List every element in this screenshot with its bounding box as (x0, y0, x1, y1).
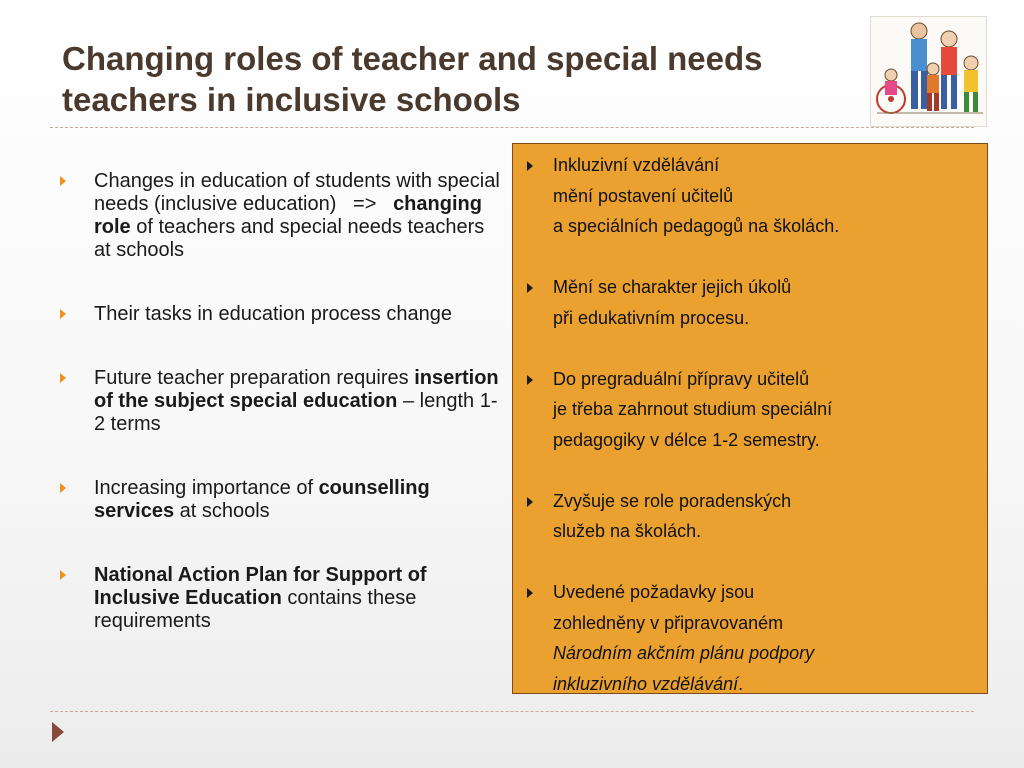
bullet-text: contains these requirements (94, 587, 422, 632)
box-bullet-item (523, 486, 977, 547)
box-bullet-item (523, 272, 977, 333)
box-line (553, 669, 977, 700)
box-line (553, 364, 977, 395)
triangle-bullet-icon (527, 497, 533, 507)
bullet-item (60, 477, 500, 523)
box-line-text: mění postavení učitelů (553, 185, 734, 206)
triangle-bullet-icon (527, 375, 533, 385)
box-line-text: při edukativním procesu. (553, 307, 750, 328)
triangle-bullet-icon (60, 176, 66, 186)
triangle-bullet-icon (60, 483, 66, 493)
next-slide-arrow-icon[interactable] (52, 722, 64, 742)
box-line (553, 638, 977, 669)
box-line (553, 486, 977, 517)
box-line-text: Národním akčním plánu podpory (553, 643, 815, 663)
box-line-suffix: . (738, 673, 744, 694)
footer-divider (50, 711, 974, 712)
children-drawing-image (870, 16, 987, 127)
box-line-text: služeb na školách. (553, 521, 702, 541)
box-line (553, 211, 977, 242)
box-line-text: a speciálních pedagogů na školách. (553, 216, 840, 236)
bullet-text-bold: insertion of the subject special education (94, 367, 505, 412)
bullet-item (60, 367, 505, 436)
bullet-text: Changes in education of students with special needs (inclusive education) => (94, 170, 506, 215)
box-line-text: Do pregraduální přípravy učitelů (553, 368, 810, 389)
bullet-item (60, 170, 506, 262)
triangle-bullet-icon (60, 570, 66, 580)
box-line (553, 303, 977, 334)
box-line-text: Uvedené požadavky jsou (553, 582, 755, 602)
triangle-bullet-icon (527, 283, 533, 293)
czech-summary-box (512, 143, 988, 694)
triangle-bullet-icon (527, 588, 533, 598)
bullet-text: Future teacher preparation requires (94, 367, 415, 389)
bullet-text: Increasing importance of (94, 477, 319, 499)
triangle-bullet-icon (527, 161, 533, 171)
box-line (553, 394, 977, 425)
slide-title (62, 38, 852, 120)
box-line (553, 150, 977, 181)
box-line-text: je třeba zahrnout studium speciální (553, 399, 833, 419)
children-drawing-svg (871, 17, 986, 126)
bullet-text-bold: changing role (94, 193, 488, 238)
bullet-text-bold: counselling services (94, 477, 436, 522)
box-line (553, 425, 977, 456)
triangle-bullet-icon (60, 309, 66, 319)
bullet-text: Their tasks in education process change (94, 303, 452, 325)
box-bullet-item (523, 150, 977, 242)
bullet-text: of teachers and special needs teachers at schools (94, 216, 490, 261)
box-line (553, 272, 977, 303)
box-line (553, 181, 977, 212)
bullet-text: at schools (174, 500, 270, 522)
slide-title-line: teachers in inclusive schools (62, 81, 521, 118)
title-divider (50, 127, 974, 128)
box-line-text: Mění se charakter jejich úkolů (553, 277, 792, 297)
box-line (553, 516, 977, 547)
slide-title-line: Changing roles of teacher and special needs (62, 40, 763, 77)
triangle-bullet-icon (60, 373, 66, 383)
box-line-text: zohledněny v připravovaném (553, 612, 784, 633)
bullet-text: – length 1-2 terms (94, 390, 498, 435)
box-bullet-item (523, 364, 977, 456)
box-line (553, 608, 977, 639)
box-line-text: inkluzivního vzdělávání (553, 673, 739, 694)
box-line-text: pedagogiky v délce 1-2 semestry. (553, 429, 820, 450)
bullet-item (60, 564, 500, 633)
box-line-text: Zvyšuje se role poradenských (553, 490, 792, 511)
box-bullet-item (523, 577, 977, 699)
bullet-text-bold: National Action Plan for Support of Inclusive Education (94, 564, 433, 609)
bullet-item (60, 303, 500, 326)
box-line-text: Inkluzivní vzdělávání (553, 155, 720, 175)
box-line (553, 577, 977, 608)
english-bullet-list (60, 170, 506, 633)
